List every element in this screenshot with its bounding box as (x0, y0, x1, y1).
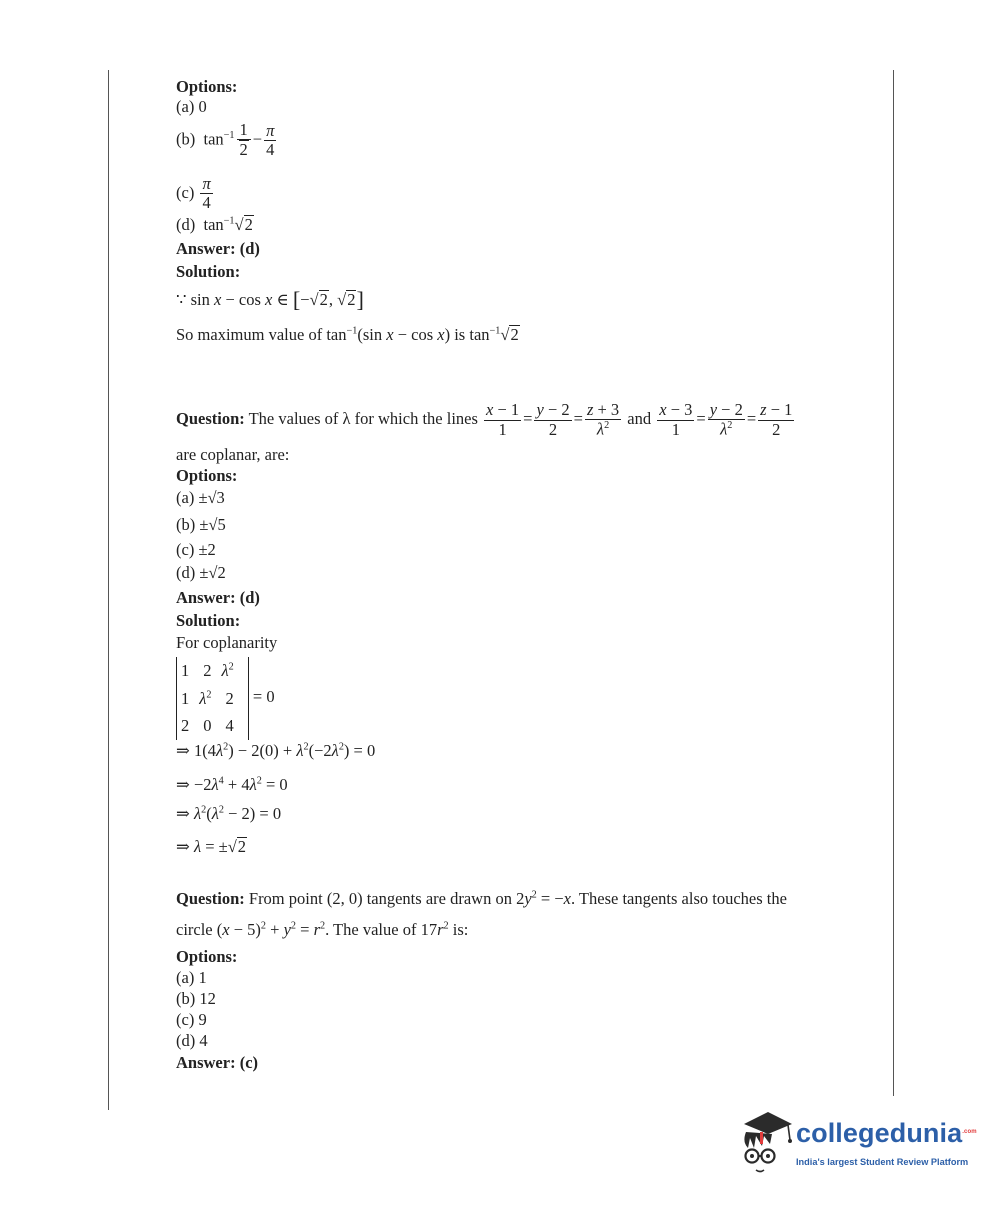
q2-question-text: The values of λ for which the lines (248, 408, 478, 428)
q3-options-label: Options: (176, 947, 238, 966)
q2-determinant: 1 2 $\lambda^2$ 1 $\lambda^2$ 2 2 0 4 = 0 (176, 657, 275, 740)
right-margin-rule (893, 70, 894, 1096)
q2-question: Question: The values of λ for which the lines $\frac{x - 1}{1}$ = $\frac{y - 2}{2}$ = $\frac{z + 3}{\lambda^2}$ and $\frac{x - 3}{1}$ = $\frac{y - 2}{\lambda^2}$ = $\frac{z - 1}{2}$ (176, 400, 793, 439)
q2-coplanarity-text: For coplanarity (176, 633, 278, 652)
q3-text-6: is: (452, 920, 469, 939)
q3-question-label: Question: (176, 889, 245, 908)
left-margin-rule (108, 70, 109, 1110)
q1-option-a: (a) 0 (176, 97, 207, 116)
q1-option-c: (c) $\frac{\pi}{4}$ (176, 174, 211, 213)
q2-step-2: ⇒ $-2\lambda^4 + 4\lambda^2 = 0$ (176, 775, 288, 794)
q3-text-3: . These tangents also touches the (570, 889, 787, 908)
q2-and-text: and (627, 408, 652, 428)
q3-text-4: circle (176, 920, 213, 939)
q2-question-tail: are coplanar, are: (176, 445, 290, 464)
q3-text-1: From point (248, 889, 323, 908)
determinant-matrix: 1 2 $\lambda^2$ 1 $\lambda^2$ 2 2 0 4 (176, 657, 249, 740)
q1-option-b: (b) $\tan^{-1}$ $\frac{1}{2}$ − $\frac{\pi}{4}$ (176, 120, 275, 160)
q2-step-4: ⇒ λ = ±√2 (176, 837, 247, 856)
q1-option-c-label: (c) (176, 182, 195, 202)
q3-question-line-1: Question: From point (2, 0) tangents are drawn on $2y^2 = -x$. These tangents also touches the (176, 889, 787, 908)
q3-text-5: . The value of (325, 920, 417, 939)
q3-text-2: tangents are drawn on (366, 889, 512, 908)
collegedunia-logo[interactable] (738, 1108, 977, 1182)
q2-answer: Answer: (d) (176, 588, 260, 607)
logo-wordmark (796, 1118, 977, 1149)
q1-answer: Answer: (d) (176, 239, 260, 258)
q3-option-d: (d) 4 (176, 1031, 208, 1050)
q3-option-b: (b) 12 (176, 989, 216, 1008)
q2-options-label: Options: (176, 466, 238, 485)
q2-step-3: ⇒ $\lambda^2(\lambda^2 - 2) = 0$ (176, 804, 282, 823)
q2-step-1: ⇒ $1(4\lambda^2) - 2(0) + \lambda^2(-2\lambda^2) = 0$ (176, 741, 376, 760)
q1-solution-label: Solution: (176, 262, 241, 281)
logo-com: .com (962, 1129, 977, 1135)
q1-solution-conclusion: So maximum value of $\tan^{-1}(\sin$ x − cos x) is $\tan^{-1}√2$ (176, 325, 519, 344)
q3-question-line-2: circle $(x - 5)^2 + y^2 = r^2$. The value of $17r^2$ is: (176, 920, 469, 939)
q1-is-text: is (454, 325, 466, 344)
q1-option-d: (d) $\tan^{-1}√2$ (176, 215, 253, 234)
q2-option-a: (a) ±√3 (176, 488, 225, 507)
student-mascot-icon (738, 1108, 794, 1182)
q1-option-b-label: (b) (176, 129, 196, 149)
q1-solution-range: ∵ sin x − cos x ∈ [−√2, √2] (176, 287, 364, 312)
q2-option-d: (d) ±√2 (176, 563, 226, 582)
q3-option-a: (a) 1 (176, 968, 207, 987)
q1-options-label: Options: (176, 77, 238, 96)
logo-tagline: India's largest Student Review Platform (796, 1157, 969, 1167)
q2-option-b: (b) ±√5 (176, 515, 226, 534)
q1-conclusion-text: So maximum value of (176, 325, 323, 344)
q2-question-label: Question: (176, 408, 245, 428)
logo-brand: collegedunia (796, 1118, 963, 1148)
q2-solution-label: Solution: (176, 611, 241, 630)
q1-option-d-label: (d) (176, 215, 196, 234)
q3-option-c: (c) 9 (176, 1010, 207, 1029)
q2-option-c: (c) ±2 (176, 540, 216, 559)
q3-answer: Answer: (c) (176, 1053, 259, 1072)
